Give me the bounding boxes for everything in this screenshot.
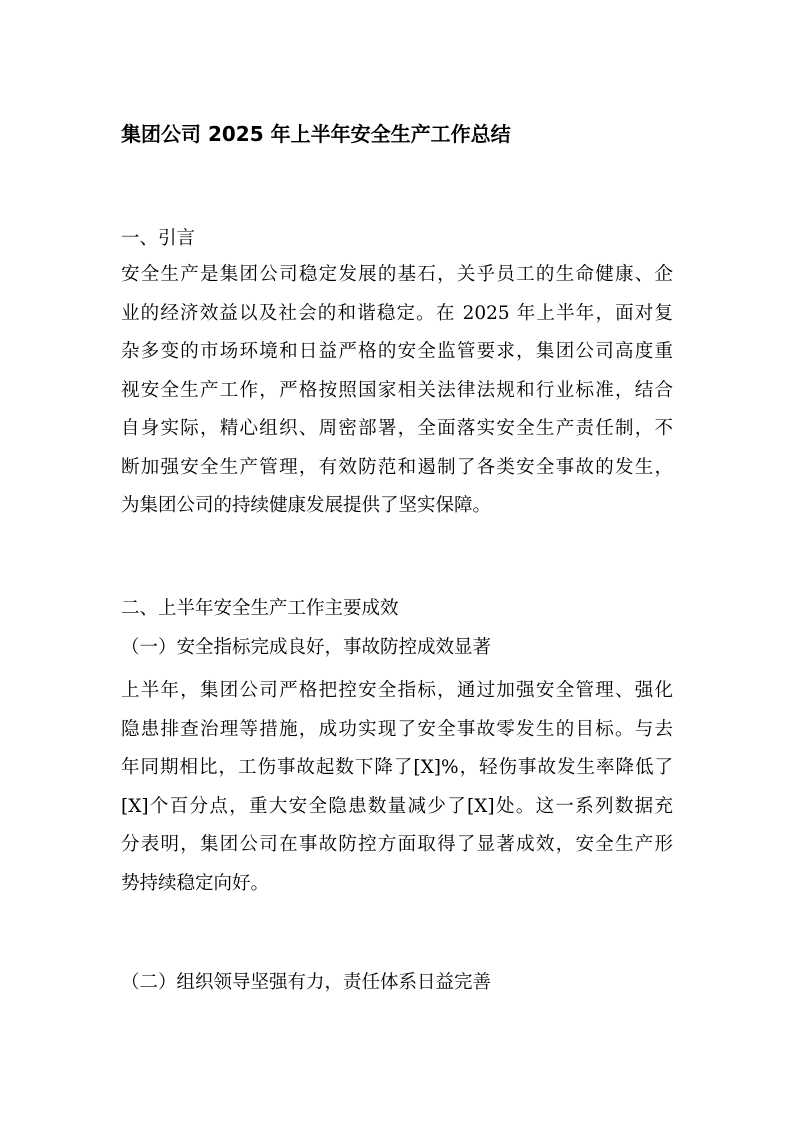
paragraph-line: 势持续稳定向好。 xyxy=(121,872,270,894)
subsection-heading-organization-leadership: （二）组织领导坚强有力，责任体系日益完善 xyxy=(121,972,492,993)
paragraph-line: 安全生产是集团公司稳定发展的基石，关乎员工的生命健康、企 xyxy=(121,264,673,285)
paragraph-safety-indicators xyxy=(121,672,673,903)
subsection-heading-safety-indicators: （一）安全指标完成良好，事故防控成效显著 xyxy=(121,637,492,658)
paragraph-line: 年同期相比，工伤事故起数下降了[X]%，轻伤事故发生率降低了 xyxy=(121,757,673,778)
paragraph-line: 杂多变的市场环境和日益严格的安全监管要求，集团公司高度重 xyxy=(121,341,673,362)
paragraph-line: 分表明，集团公司在事故防控方面取得了显著成效，安全生产形 xyxy=(121,834,673,855)
paragraph-line: 上半年，集团公司严格把控安全指标，通过加强安全管理、强化 xyxy=(121,680,673,701)
paragraph-line: 隐患排查治理等措施，成功实现了安全事故零发生的目标。与去 xyxy=(121,718,673,740)
paragraph-line: 为集团公司的持续健康发展提供了坚实保障。 xyxy=(121,495,492,516)
paragraph-line: 自身实际，精心组织、周密部署，全面落实安全生产责任制，不 xyxy=(121,418,673,439)
paragraph-line: 断加强安全生产管理，有效防范和遏制了各类安全事故的发生， xyxy=(121,456,673,478)
section-heading-introduction: 一、引言 xyxy=(121,228,196,249)
document-title: 集团公司 2025 年上半年安全生产工作总结 xyxy=(121,122,511,146)
paragraph-line: [X]个百分点，重大安全隐患数量减少了[X]处。这一系列数据充 xyxy=(121,795,673,817)
paragraph-line: 视安全生产工作，严格按照国家相关法律法规和行业标准，结合 xyxy=(121,379,673,401)
paragraph-introduction xyxy=(121,256,673,526)
paragraph-line: 业的经济效益以及社会的和谐稳定。在 2025 年上半年，面对复 xyxy=(121,302,673,324)
section-heading-achievements: 二、上半年安全生产工作主要成效 xyxy=(121,598,399,619)
